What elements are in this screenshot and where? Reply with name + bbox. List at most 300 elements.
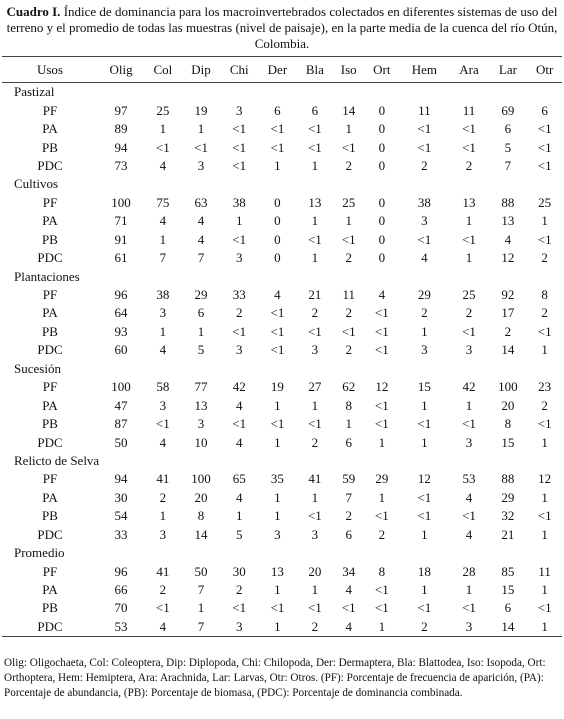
cell-otr: 6 [541, 102, 548, 118]
cell-iso: 11 [342, 287, 355, 303]
table-row [2, 599, 562, 617]
cell-ort: <1 [374, 342, 389, 358]
cell-iso: 62 [342, 379, 356, 395]
table-row [2, 618, 562, 637]
cell-iso: 7 [345, 489, 352, 505]
cell-dip: 3 [197, 157, 205, 173]
cell-col: 3 [159, 305, 167, 321]
cell-ort: <1 [374, 305, 389, 321]
cell-bla: 27 [308, 379, 322, 395]
cell-ort: 0 [378, 157, 386, 173]
cell-otr: 1 [541, 434, 548, 450]
cell-hem: 1 [421, 582, 428, 598]
cell-chi: 3 [235, 102, 243, 118]
cell-iso: 2 [345, 250, 352, 266]
cell-col: <1 [155, 416, 170, 432]
cell-olig: 97 [114, 102, 128, 118]
row-label: PA [42, 489, 58, 505]
row-label: PA [42, 121, 58, 137]
cell-olig: 50 [114, 434, 128, 450]
cell-iso: 8 [345, 397, 352, 413]
cell-lar: 17 [501, 305, 515, 321]
cell-lar: 12 [501, 250, 515, 266]
cell-der: <1 [270, 139, 285, 155]
cell-hem: 15 [417, 379, 431, 395]
cell-otr: 23 [538, 379, 552, 395]
row-label: PDC [37, 434, 63, 450]
cell-lar: 14 [488, 618, 527, 637]
column-header-ara: Ara [450, 57, 489, 83]
cell-ara: 3 [465, 434, 473, 450]
cell-col: 7 [159, 250, 167, 266]
cell-hem: 3 [421, 213, 428, 229]
cell-olig: 33 [114, 526, 128, 542]
cell-otr: 2 [541, 305, 548, 321]
cell-otr: <1 [537, 139, 552, 155]
cell-chi: <1 [232, 157, 247, 173]
cell-iso: 2 [345, 305, 352, 321]
cell-col: 4 [159, 213, 167, 229]
cell-ara: 4 [465, 526, 473, 542]
cell-ort: 0 [378, 139, 386, 155]
cell-ara: 13 [462, 194, 476, 210]
cell-dip: 50 [194, 563, 208, 579]
cell-otr: 1 [541, 342, 548, 358]
column-header-chi: Chi [220, 57, 257, 83]
cell-bla: 3 [311, 342, 319, 358]
cell-ara: <1 [462, 600, 476, 616]
cell-der: 1 [274, 434, 281, 450]
row-label: PB [42, 139, 58, 155]
table-row [2, 120, 562, 138]
cell-chi: 2 [235, 582, 243, 598]
cell-chi: 3 [220, 618, 257, 637]
cell-olig: 93 [114, 323, 128, 339]
cell-dip: 7 [197, 250, 205, 266]
cell-iso: 2 [345, 342, 352, 358]
cell-olig: 73 [114, 157, 128, 173]
cell-chi: <1 [232, 231, 247, 247]
cell-dip: 7 [182, 618, 221, 637]
table-row [2, 212, 562, 230]
cell-ort: <1 [374, 582, 389, 598]
cell-dip: 13 [194, 397, 208, 413]
cell-chi: 1 [235, 213, 243, 229]
cell-chi: 42 [232, 379, 246, 395]
cell-bla: 1 [311, 489, 319, 505]
cell-ort: 0 [378, 121, 386, 137]
cell-der: 19 [270, 379, 284, 395]
cell-ara: 28 [462, 563, 476, 579]
cell-dip: 1 [197, 600, 205, 616]
cell-ara: 11 [462, 102, 476, 118]
cell-hem: 1 [421, 397, 428, 413]
cell-otr: <1 [537, 508, 552, 524]
cell-ara: <1 [462, 323, 476, 339]
dominance-table [2, 56, 562, 637]
cell-lar: 14 [501, 342, 515, 358]
cell-lar: 15 [501, 434, 515, 450]
cell-dip: 4 [197, 231, 205, 247]
cell-col: 2 [159, 582, 167, 598]
cell-ort: <1 [374, 323, 389, 339]
cell-dip: 6 [197, 305, 205, 321]
cell-ort: 12 [375, 379, 389, 395]
cell-ort: <1 [374, 600, 389, 616]
row-label: PB [42, 416, 58, 432]
table-caption [4, 4, 560, 52]
cell-hem: 2 [421, 305, 428, 321]
column-header-iso: Iso [333, 57, 365, 83]
table-body [2, 83, 562, 637]
cell-dip: 4 [197, 213, 205, 229]
cell-ort: 1 [378, 434, 386, 450]
cell-olig: 47 [114, 397, 128, 413]
group-label: Plantaciones [14, 268, 80, 284]
cell-col: 3 [159, 397, 167, 413]
cell-der: 4 [274, 287, 281, 303]
cell-otr: <1 [537, 121, 552, 137]
cell-col: 3 [159, 526, 167, 542]
cell-chi: 33 [232, 287, 246, 303]
cell-olig: 91 [114, 231, 128, 247]
table-row [2, 562, 562, 580]
cell-ara: <1 [462, 139, 476, 155]
cell-col: 1 [159, 508, 167, 524]
cell-lar: 32 [501, 508, 515, 524]
table-row [2, 157, 562, 175]
cell-olig: 94 [114, 139, 128, 155]
cell-col: 2 [159, 489, 167, 505]
cell-otr: 1 [541, 582, 548, 598]
table-row [2, 581, 562, 599]
cell-chi: <1 [232, 139, 247, 155]
cell-otr: 8 [541, 287, 548, 303]
row-label: PF [42, 379, 58, 395]
cell-ort: 2 [378, 526, 386, 542]
cell-lar: 69 [501, 102, 515, 118]
column-header-hem: Hem [399, 57, 449, 83]
cell-chi: 5 [235, 526, 243, 542]
cell-dip: 20 [194, 489, 208, 505]
cell-chi: 4 [235, 397, 243, 413]
cell-lar: 7 [504, 157, 512, 173]
cell-ort: 0 [378, 231, 386, 247]
row-label: PF [42, 471, 58, 487]
cell-iso: 59 [342, 471, 356, 487]
cell-hem: 2 [421, 157, 428, 173]
cell-ara: 1 [465, 582, 473, 598]
caption-label: Cuadro I. [6, 4, 61, 19]
cell-ara: 1 [465, 213, 473, 229]
row-label: PDC [37, 342, 63, 358]
table-row [2, 470, 562, 488]
cell-iso: 2 [345, 157, 352, 173]
cell-hem: 1 [421, 434, 428, 450]
cell-bla: <1 [307, 323, 322, 339]
cell-chi: 1 [235, 508, 243, 524]
cell-otr: 1 [541, 213, 548, 229]
cell-chi: 3 [235, 342, 243, 358]
cell-hem: 1 [421, 526, 428, 542]
cell-iso: <1 [341, 600, 356, 616]
group-row [2, 83, 562, 102]
table-row [2, 507, 562, 525]
cell-dip: 100 [191, 471, 211, 487]
cell-otr: <1 [537, 323, 552, 339]
table-header [2, 57, 562, 83]
table-footnote: Olig: Oligochaeta, Col: Coleoptera, Dip: Diplopoda, Chi: Chilopoda, Der: Dermaptera, Bla: Blattodea, Iso: Isopoda, Ort: Orthoptera, Hem: Hemiptera, Ara: Arachnida, Lar: Larvas, Otr: Otros. (PF): Porcentaje de frecuencia de aparición, (PA): Porcentaje de abundancia, (PB): Porcentaje de biomasa, (PDC): Porcentaje de dominancia combinada. [4, 657, 546, 699]
table-row [2, 323, 562, 341]
cell-col: 58 [156, 379, 170, 395]
cell-col: 41 [156, 563, 170, 579]
cell-bla: <1 [307, 231, 322, 247]
table-row [2, 101, 562, 119]
cell-iso: 6 [345, 434, 352, 450]
cell-olig: 64 [114, 305, 128, 321]
cell-iso: 34 [342, 563, 356, 579]
cell-dip: 77 [194, 379, 208, 395]
cell-ort: 0 [378, 250, 386, 266]
cell-chi: 65 [232, 471, 246, 487]
cell-olig: 87 [114, 416, 128, 432]
cell-lar: 92 [501, 287, 515, 303]
cell-ara: <1 [462, 231, 476, 247]
cell-der: 0 [274, 250, 281, 266]
cell-der: 1 [258, 618, 297, 637]
cell-bla: <1 [307, 600, 322, 616]
header-row [2, 57, 562, 83]
cell-otr: <1 [537, 231, 552, 247]
cell-olig: 66 [114, 582, 128, 598]
cell-hem: <1 [417, 508, 432, 524]
cell-der: 13 [270, 563, 284, 579]
row-label: PDC [37, 250, 63, 266]
column-header-lar: Lar [488, 57, 527, 83]
column-header-der: Der [258, 57, 297, 83]
cell-ort: 1 [365, 618, 400, 637]
row-label: PDC [2, 618, 98, 637]
cell-chi: 4 [235, 434, 243, 450]
table-row [2, 341, 562, 359]
cell-lar: 29 [501, 489, 515, 505]
cell-iso: <1 [341, 231, 356, 247]
cell-dip: 7 [197, 582, 205, 598]
row-label: PB [42, 231, 58, 247]
cell-otr: <1 [537, 416, 552, 432]
cell-hem: 11 [418, 102, 431, 118]
group-row [2, 360, 562, 378]
cell-iso: 1 [345, 416, 352, 432]
column-header-bla: Bla [297, 57, 333, 83]
cell-col: 1 [159, 323, 167, 339]
cell-der: <1 [270, 323, 285, 339]
row-label: PF [42, 102, 58, 118]
cell-chi: 2 [235, 305, 243, 321]
cell-dip: 19 [194, 102, 208, 118]
cell-bla: 1 [311, 250, 319, 266]
cell-chi: <1 [232, 323, 247, 339]
cell-bla: <1 [307, 121, 322, 137]
row-label: PDC [37, 526, 63, 542]
column-header-col: Col [144, 57, 181, 83]
cell-iso: 6 [345, 526, 352, 542]
cell-lar: 21 [501, 526, 515, 542]
table-row [2, 433, 562, 451]
cell-dip: 1 [197, 323, 205, 339]
group-label: Cultivos [14, 176, 59, 192]
cell-ara: <1 [462, 416, 476, 432]
cell-ara: 25 [462, 287, 476, 303]
cell-olig: 96 [114, 563, 128, 579]
cell-ara: 53 [462, 471, 476, 487]
cell-bla: 2 [311, 305, 319, 321]
cell-olig: 30 [114, 489, 128, 505]
cell-der: <1 [270, 600, 285, 616]
group-label: Sucesión [14, 360, 61, 376]
table-row [2, 286, 562, 304]
cell-olig: 100 [111, 194, 131, 210]
cell-chi: 3 [235, 250, 243, 266]
cell-chi: 30 [232, 563, 246, 579]
cell-ort: 0 [378, 194, 386, 210]
cell-ara: 2 [465, 305, 473, 321]
row-label: PB [42, 508, 58, 524]
cell-der: 1 [274, 582, 281, 598]
cell-der: <1 [270, 121, 285, 137]
cell-chi: 38 [232, 194, 246, 210]
cell-ara: 3 [465, 342, 473, 358]
cell-bla: 1 [311, 397, 319, 413]
column-header-otr: Otr [527, 57, 562, 83]
cell-col: <1 [155, 139, 170, 155]
cell-der: <1 [270, 305, 285, 321]
table-row [2, 378, 562, 396]
cell-ara: 42 [462, 379, 476, 395]
cell-ort: 8 [378, 563, 386, 579]
cell-lar: 13 [501, 213, 515, 229]
table-row [2, 249, 562, 267]
cell-ort: <1 [374, 508, 389, 524]
cell-bla: 1 [311, 157, 319, 173]
cell-hem: 12 [417, 471, 431, 487]
cell-otr: 2 [541, 397, 548, 413]
group-label: Pastizal [14, 84, 55, 100]
table-row [2, 304, 562, 322]
cell-iso: <1 [341, 323, 356, 339]
cell-hem: 38 [417, 194, 431, 210]
cell-lar: 6 [504, 121, 512, 137]
cell-ara: 1 [465, 397, 473, 413]
cell-dip: 5 [197, 342, 205, 358]
group-row [2, 175, 562, 193]
cell-col: 1 [159, 231, 167, 247]
cell-hem: 4 [421, 250, 428, 266]
row-label: PF [42, 287, 58, 303]
cell-olig: 54 [114, 508, 128, 524]
cell-bla: 6 [311, 102, 319, 118]
cell-ort: 0 [378, 213, 386, 229]
cell-ort: 4 [378, 287, 386, 303]
cell-der: 1 [274, 397, 281, 413]
cell-ara: <1 [462, 508, 476, 524]
cell-der: 1 [274, 508, 281, 524]
cell-hem: 29 [417, 287, 431, 303]
cell-bla: 20 [308, 563, 322, 579]
row-label: PA [42, 305, 58, 321]
cell-der: 3 [274, 526, 281, 542]
cell-hem: 1 [421, 323, 428, 339]
cell-olig: 96 [114, 287, 128, 303]
cell-chi: <1 [232, 600, 247, 616]
cell-hem: 3 [421, 342, 428, 358]
column-header-dip: Dip [182, 57, 221, 83]
cell-chi: 4 [235, 489, 243, 505]
cell-otr: 1 [527, 618, 562, 637]
cell-der: 0 [274, 213, 281, 229]
cell-der: <1 [270, 342, 285, 358]
cell-der: 0 [274, 194, 281, 210]
row-label: PA [42, 397, 58, 413]
cell-dip: 8 [197, 508, 205, 524]
cell-col: 75 [156, 194, 170, 210]
cell-hem: <1 [417, 121, 432, 137]
table-row [2, 231, 562, 249]
cell-hem: <1 [417, 416, 432, 432]
cell-iso: 1 [345, 213, 352, 229]
cell-olig: 94 [114, 471, 128, 487]
cell-col: <1 [155, 600, 170, 616]
cell-col: 4 [159, 157, 167, 173]
row-label: PF [42, 194, 58, 210]
cell-bla: 1 [311, 582, 319, 598]
cell-chi: <1 [232, 121, 247, 137]
cell-lar: 5 [504, 139, 512, 155]
cell-ort: <1 [374, 416, 389, 432]
cell-lar: 20 [501, 397, 515, 413]
cell-der: 1 [274, 157, 281, 173]
cell-iso: 4 [333, 618, 365, 637]
cell-ara: 3 [450, 618, 489, 637]
cell-dip: 3 [197, 416, 205, 432]
cell-dip: 14 [194, 526, 208, 542]
cell-iso: 2 [345, 508, 352, 524]
cell-chi: <1 [232, 416, 247, 432]
cell-col: 4 [144, 618, 181, 637]
cell-lar: 15 [501, 582, 515, 598]
row-label: PB [42, 323, 58, 339]
cell-col: 1 [159, 121, 167, 137]
table-row [2, 415, 562, 433]
cell-dip: 1 [197, 121, 205, 137]
table-row [2, 138, 562, 156]
cell-bla: <1 [307, 508, 322, 524]
cell-ort: <1 [374, 397, 389, 413]
cell-ara: 1 [465, 250, 473, 266]
cell-bla: 2 [297, 618, 333, 637]
cell-der: 6 [274, 102, 281, 118]
cell-hem: <1 [417, 139, 432, 155]
cell-hem: 18 [417, 563, 431, 579]
cell-ort: 1 [378, 489, 386, 505]
cell-col: 25 [156, 102, 170, 118]
cell-ort: 29 [375, 471, 389, 487]
table-row [2, 489, 562, 507]
column-header-olig: Olig [98, 57, 144, 83]
table-row [2, 396, 562, 414]
cell-der: <1 [270, 416, 285, 432]
group-row [2, 452, 562, 470]
